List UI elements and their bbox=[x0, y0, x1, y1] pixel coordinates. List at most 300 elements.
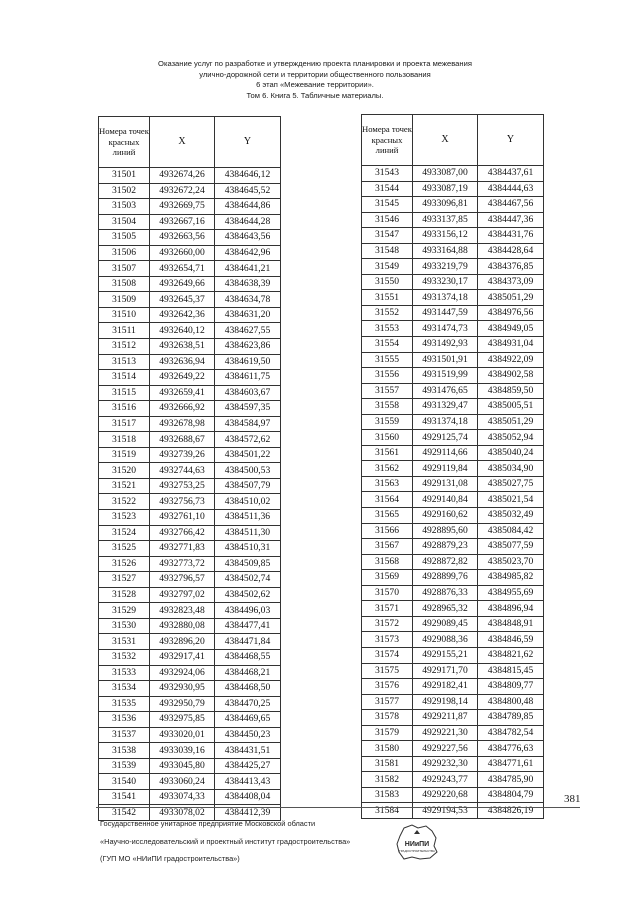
cell-x-coordinate: 4929220,68 bbox=[413, 787, 478, 803]
column-header-point: Номера точек красных линий bbox=[362, 115, 413, 166]
cell-point-number: 31502 bbox=[99, 183, 150, 199]
header-line-4: Том 6. Книга 5. Табличные материалы. bbox=[246, 90, 384, 100]
cell-x-coordinate: 4931374,18 bbox=[413, 290, 478, 306]
cell-y-coordinate: 4384496,03 bbox=[215, 603, 281, 619]
table-row bbox=[362, 508, 544, 524]
table-row bbox=[99, 230, 281, 246]
cell-point-number: 31538 bbox=[99, 743, 150, 759]
coordinates-table-left bbox=[98, 116, 281, 821]
cell-point-number: 31553 bbox=[362, 321, 413, 337]
cell-x-coordinate: 4933156,12 bbox=[413, 228, 478, 244]
cell-x-coordinate: 4928872,82 bbox=[413, 554, 478, 570]
cell-point-number: 31577 bbox=[362, 694, 413, 710]
cell-y-coordinate: 4385052,94 bbox=[478, 430, 544, 446]
cell-y-coordinate: 4384782,54 bbox=[478, 725, 544, 741]
cell-y-coordinate: 4385023,70 bbox=[478, 554, 544, 570]
cell-point-number: 31572 bbox=[362, 616, 413, 632]
table-row bbox=[99, 339, 281, 355]
cell-x-coordinate: 4932649,22 bbox=[150, 370, 215, 386]
cell-x-coordinate: 4931501,91 bbox=[413, 352, 478, 368]
table-row bbox=[362, 570, 544, 586]
cell-x-coordinate: 4929211,87 bbox=[413, 710, 478, 726]
cell-x-coordinate: 4929182,41 bbox=[413, 679, 478, 695]
cell-y-coordinate: 4384373,09 bbox=[478, 274, 544, 290]
cell-x-coordinate: 4931519,99 bbox=[413, 368, 478, 384]
table-row bbox=[362, 352, 544, 368]
cell-x-coordinate: 4932638,51 bbox=[150, 339, 215, 355]
cell-point-number: 31521 bbox=[99, 478, 150, 494]
cell-y-coordinate: 4384471,84 bbox=[215, 634, 281, 650]
cell-y-coordinate: 4384627,55 bbox=[215, 323, 281, 339]
cell-point-number: 31514 bbox=[99, 370, 150, 386]
cell-y-coordinate: 4385051,29 bbox=[478, 290, 544, 306]
cell-y-coordinate: 4384468,55 bbox=[215, 649, 281, 665]
cell-y-coordinate: 4384469,65 bbox=[215, 712, 281, 728]
cell-x-coordinate: 4933045,80 bbox=[150, 758, 215, 774]
footer-line-3: (ГУП МО «НИиПИ градостроительства») bbox=[100, 854, 240, 863]
cell-x-coordinate: 4932645,37 bbox=[150, 292, 215, 308]
table-row bbox=[362, 337, 544, 353]
table-row bbox=[99, 649, 281, 665]
header-line-1: Оказание услуг по разработке и утверждению проекта планировки и проекта межевания bbox=[158, 59, 472, 68]
cell-point-number: 31513 bbox=[99, 354, 150, 370]
table-row bbox=[99, 323, 281, 339]
table-row bbox=[99, 261, 281, 277]
cell-point-number: 31527 bbox=[99, 572, 150, 588]
table-row bbox=[362, 461, 544, 477]
cell-point-number: 31536 bbox=[99, 712, 150, 728]
cell-point-number: 31562 bbox=[362, 461, 413, 477]
cell-y-coordinate: 4384859,50 bbox=[478, 383, 544, 399]
cell-y-coordinate: 4384985,82 bbox=[478, 570, 544, 586]
table-row bbox=[362, 321, 544, 337]
table-row bbox=[362, 539, 544, 555]
cell-y-coordinate: 4384444,63 bbox=[478, 181, 544, 197]
cell-x-coordinate: 4932678,98 bbox=[150, 416, 215, 432]
table-row bbox=[99, 681, 281, 697]
cell-y-coordinate: 4384634,78 bbox=[215, 292, 281, 308]
cell-point-number: 31511 bbox=[99, 323, 150, 339]
document-footer bbox=[100, 815, 350, 868]
cell-y-coordinate: 4385034,90 bbox=[478, 461, 544, 477]
table-row bbox=[362, 166, 544, 182]
cell-point-number: 31543 bbox=[362, 166, 413, 182]
table-body-left bbox=[99, 168, 281, 821]
column-header-point: Номера точек красных линий bbox=[99, 117, 150, 168]
cell-y-coordinate: 4385040,24 bbox=[478, 445, 544, 461]
cell-point-number: 31541 bbox=[99, 789, 150, 805]
table-row bbox=[99, 510, 281, 526]
table-row bbox=[99, 276, 281, 292]
table-header-row bbox=[99, 117, 281, 168]
table-row bbox=[362, 787, 544, 803]
table-row bbox=[362, 523, 544, 539]
table-row bbox=[362, 383, 544, 399]
cell-y-coordinate: 4384644,28 bbox=[215, 214, 281, 230]
cell-x-coordinate: 4929171,70 bbox=[413, 663, 478, 679]
table-row bbox=[362, 274, 544, 290]
cell-y-coordinate: 4384646,12 bbox=[215, 168, 281, 184]
cell-x-coordinate: 4933060,24 bbox=[150, 774, 215, 790]
cell-y-coordinate: 4384447,36 bbox=[478, 212, 544, 228]
cell-y-coordinate: 4384809,77 bbox=[478, 679, 544, 695]
cell-x-coordinate: 4933020,01 bbox=[150, 727, 215, 743]
cell-x-coordinate: 4932667,16 bbox=[150, 214, 215, 230]
cell-point-number: 31505 bbox=[99, 230, 150, 246]
cell-point-number: 31569 bbox=[362, 570, 413, 586]
header-line-3: 6 этап «Межевание территории». bbox=[256, 80, 374, 90]
cell-x-coordinate: 4932880,08 bbox=[150, 618, 215, 634]
table-row bbox=[362, 554, 544, 570]
cell-x-coordinate: 4932649,66 bbox=[150, 276, 215, 292]
cell-x-coordinate: 4933219,79 bbox=[413, 259, 478, 275]
cell-y-coordinate: 4384502,74 bbox=[215, 572, 281, 588]
cell-point-number: 31580 bbox=[362, 741, 413, 757]
cell-point-number: 31551 bbox=[362, 290, 413, 306]
cell-y-coordinate: 4384848,91 bbox=[478, 616, 544, 632]
cell-y-coordinate: 4384507,79 bbox=[215, 478, 281, 494]
cell-point-number: 31583 bbox=[362, 787, 413, 803]
table-row bbox=[362, 616, 544, 632]
table-row bbox=[99, 307, 281, 323]
cell-y-coordinate: 4384976,56 bbox=[478, 305, 544, 321]
cell-point-number: 31548 bbox=[362, 243, 413, 259]
cell-y-coordinate: 4384511,36 bbox=[215, 510, 281, 526]
table-row bbox=[362, 445, 544, 461]
cell-point-number: 31531 bbox=[99, 634, 150, 650]
cell-point-number: 31533 bbox=[99, 665, 150, 681]
cell-x-coordinate: 4929140,84 bbox=[413, 492, 478, 508]
cell-point-number: 31575 bbox=[362, 663, 413, 679]
cell-point-number: 31532 bbox=[99, 649, 150, 665]
table-row bbox=[99, 541, 281, 557]
page-number: 381 bbox=[564, 793, 581, 805]
cell-x-coordinate: 4933078,02 bbox=[150, 805, 215, 821]
cell-point-number: 31508 bbox=[99, 276, 150, 292]
cell-x-coordinate: 4932640,12 bbox=[150, 323, 215, 339]
cell-point-number: 31561 bbox=[362, 445, 413, 461]
cell-y-coordinate: 4384955,69 bbox=[478, 585, 544, 601]
cell-point-number: 31550 bbox=[362, 274, 413, 290]
table-row bbox=[99, 696, 281, 712]
cell-y-coordinate: 4384450,23 bbox=[215, 727, 281, 743]
table-row bbox=[362, 368, 544, 384]
cell-y-coordinate: 4385051,29 bbox=[478, 414, 544, 430]
table-row bbox=[362, 741, 544, 757]
cell-point-number: 31525 bbox=[99, 541, 150, 557]
cell-point-number: 31518 bbox=[99, 432, 150, 448]
cell-x-coordinate: 4932896,20 bbox=[150, 634, 215, 650]
cell-x-coordinate: 4931447,59 bbox=[413, 305, 478, 321]
cell-point-number: 31510 bbox=[99, 307, 150, 323]
cell-y-coordinate: 4385084,42 bbox=[478, 523, 544, 539]
header-line-2: улично-дорожной сети и территории общественного пользования bbox=[199, 69, 431, 79]
cell-x-coordinate: 4932739,26 bbox=[150, 447, 215, 463]
cell-x-coordinate: 4929119,84 bbox=[413, 461, 478, 477]
table-row bbox=[99, 292, 281, 308]
logo-subtext: ГРАДОСТРОИТЕЛЬСТВА bbox=[399, 849, 435, 853]
cell-point-number: 31535 bbox=[99, 696, 150, 712]
cell-point-number: 31539 bbox=[99, 758, 150, 774]
cell-point-number: 31571 bbox=[362, 601, 413, 617]
cell-y-coordinate: 4384642,96 bbox=[215, 245, 281, 261]
cell-y-coordinate: 4384826,19 bbox=[478, 803, 544, 819]
table-row bbox=[99, 556, 281, 572]
table-row bbox=[99, 463, 281, 479]
table-row bbox=[362, 259, 544, 275]
cell-point-number: 31542 bbox=[99, 805, 150, 821]
cell-x-coordinate: 4932930,95 bbox=[150, 681, 215, 697]
cell-x-coordinate: 4932753,25 bbox=[150, 478, 215, 494]
cell-x-coordinate: 4932756,73 bbox=[150, 494, 215, 510]
table-row bbox=[99, 727, 281, 743]
cell-x-coordinate: 4929125,74 bbox=[413, 430, 478, 446]
cell-point-number: 31523 bbox=[99, 510, 150, 526]
cell-y-coordinate: 4384603,67 bbox=[215, 385, 281, 401]
cell-x-coordinate: 4931374,18 bbox=[413, 414, 478, 430]
cell-x-coordinate: 4932744,63 bbox=[150, 463, 215, 479]
cell-point-number: 31560 bbox=[362, 430, 413, 446]
table-row bbox=[362, 228, 544, 244]
table-row bbox=[99, 743, 281, 759]
cell-point-number: 31557 bbox=[362, 383, 413, 399]
table-row bbox=[362, 243, 544, 259]
table-row bbox=[99, 758, 281, 774]
cell-x-coordinate: 4933087,19 bbox=[413, 181, 478, 197]
column-header-x: X bbox=[413, 115, 478, 166]
cell-x-coordinate: 4929088,36 bbox=[413, 632, 478, 648]
cell-point-number: 31524 bbox=[99, 525, 150, 541]
cell-point-number: 31503 bbox=[99, 199, 150, 215]
cell-point-number: 31537 bbox=[99, 727, 150, 743]
cell-x-coordinate: 4932642,36 bbox=[150, 307, 215, 323]
cell-x-coordinate: 4932773,72 bbox=[150, 556, 215, 572]
table-row bbox=[99, 712, 281, 728]
cell-x-coordinate: 4932674,26 bbox=[150, 168, 215, 184]
column-header-y: Y bbox=[478, 115, 544, 166]
cell-x-coordinate: 4932659,41 bbox=[150, 385, 215, 401]
cell-y-coordinate: 4384643,56 bbox=[215, 230, 281, 246]
cell-y-coordinate: 4384584,97 bbox=[215, 416, 281, 432]
cell-x-coordinate: 4929131,08 bbox=[413, 476, 478, 492]
cell-y-coordinate: 4384815,45 bbox=[478, 663, 544, 679]
cell-point-number: 31567 bbox=[362, 539, 413, 555]
logo-text: НИиПИ bbox=[404, 841, 430, 848]
cell-y-coordinate: 4384645,52 bbox=[215, 183, 281, 199]
cell-x-coordinate: 4933074,33 bbox=[150, 789, 215, 805]
column-header-x: X bbox=[150, 117, 215, 168]
cell-point-number: 31545 bbox=[362, 197, 413, 213]
cell-x-coordinate: 4932672,24 bbox=[150, 183, 215, 199]
cell-y-coordinate: 4384619,50 bbox=[215, 354, 281, 370]
table-row bbox=[99, 432, 281, 448]
cell-point-number: 31540 bbox=[99, 774, 150, 790]
cell-y-coordinate: 4384623,86 bbox=[215, 339, 281, 355]
cell-x-coordinate: 4929198,14 bbox=[413, 694, 478, 710]
cell-y-coordinate: 4384896,94 bbox=[478, 601, 544, 617]
cell-x-coordinate: 4929194,53 bbox=[413, 803, 478, 819]
table-row bbox=[362, 694, 544, 710]
cell-y-coordinate: 4384408,04 bbox=[215, 789, 281, 805]
cell-point-number: 31579 bbox=[362, 725, 413, 741]
table-row bbox=[362, 772, 544, 788]
table-row bbox=[362, 725, 544, 741]
table-row bbox=[362, 663, 544, 679]
cell-x-coordinate: 4932654,71 bbox=[150, 261, 215, 277]
cell-point-number: 31584 bbox=[362, 803, 413, 819]
cell-y-coordinate: 4384467,56 bbox=[478, 197, 544, 213]
cell-x-coordinate: 4933230,17 bbox=[413, 274, 478, 290]
table-row bbox=[99, 245, 281, 261]
table-row bbox=[362, 601, 544, 617]
cell-x-coordinate: 4928895,60 bbox=[413, 523, 478, 539]
cell-point-number: 31547 bbox=[362, 228, 413, 244]
cell-x-coordinate: 4932771,83 bbox=[150, 541, 215, 557]
cell-y-coordinate: 4384572,62 bbox=[215, 432, 281, 448]
table-row bbox=[99, 416, 281, 432]
cell-point-number: 31512 bbox=[99, 339, 150, 355]
cell-x-coordinate: 4932636,94 bbox=[150, 354, 215, 370]
cell-x-coordinate: 4933164,88 bbox=[413, 243, 478, 259]
cell-point-number: 31504 bbox=[99, 214, 150, 230]
cell-y-coordinate: 4384412,39 bbox=[215, 805, 281, 821]
table-row bbox=[362, 647, 544, 663]
cell-point-number: 31559 bbox=[362, 414, 413, 430]
cell-x-coordinate: 4933039,16 bbox=[150, 743, 215, 759]
cell-y-coordinate: 4384949,05 bbox=[478, 321, 544, 337]
table-row bbox=[99, 354, 281, 370]
cell-x-coordinate: 4932766,42 bbox=[150, 525, 215, 541]
cell-y-coordinate: 4384431,51 bbox=[215, 743, 281, 759]
cell-y-coordinate: 4384931,04 bbox=[478, 337, 544, 353]
cell-point-number: 31522 bbox=[99, 494, 150, 510]
column-header-y: Y bbox=[215, 117, 281, 168]
cell-point-number: 31552 bbox=[362, 305, 413, 321]
table-row bbox=[362, 756, 544, 772]
cell-x-coordinate: 4932761,10 bbox=[150, 510, 215, 526]
cell-y-coordinate: 4384511,30 bbox=[215, 525, 281, 541]
cell-x-coordinate: 4929227,56 bbox=[413, 741, 478, 757]
cell-point-number: 31534 bbox=[99, 681, 150, 697]
cell-point-number: 31509 bbox=[99, 292, 150, 308]
cell-y-coordinate: 4384425,27 bbox=[215, 758, 281, 774]
cell-x-coordinate: 4928899,76 bbox=[413, 570, 478, 586]
table-header-row bbox=[362, 115, 544, 166]
cell-y-coordinate: 4384611,75 bbox=[215, 370, 281, 386]
cell-y-coordinate: 4384644,86 bbox=[215, 199, 281, 215]
cell-point-number: 31555 bbox=[362, 352, 413, 368]
table-row bbox=[99, 634, 281, 650]
cell-x-coordinate: 4929243,77 bbox=[413, 772, 478, 788]
cell-x-coordinate: 4929221,30 bbox=[413, 725, 478, 741]
cell-y-coordinate: 4384468,21 bbox=[215, 665, 281, 681]
table-row bbox=[99, 789, 281, 805]
cell-point-number: 31501 bbox=[99, 168, 150, 184]
cell-y-coordinate: 4384510,02 bbox=[215, 494, 281, 510]
cell-x-coordinate: 4931476,65 bbox=[413, 383, 478, 399]
cell-point-number: 31581 bbox=[362, 756, 413, 772]
cell-y-coordinate: 4384776,63 bbox=[478, 741, 544, 757]
cell-x-coordinate: 4928965,32 bbox=[413, 601, 478, 617]
table-row bbox=[99, 603, 281, 619]
cell-y-coordinate: 4384922,09 bbox=[478, 352, 544, 368]
cell-y-coordinate: 4384902,58 bbox=[478, 368, 544, 384]
cell-y-coordinate: 4384597,35 bbox=[215, 401, 281, 417]
cell-x-coordinate: 4932669,75 bbox=[150, 199, 215, 215]
table-body-right bbox=[362, 166, 544, 819]
table-row bbox=[99, 618, 281, 634]
table-row bbox=[99, 665, 281, 681]
cell-x-coordinate: 4932924,06 bbox=[150, 665, 215, 681]
cell-point-number: 31565 bbox=[362, 508, 413, 524]
table-row bbox=[362, 197, 544, 213]
cell-point-number: 31578 bbox=[362, 710, 413, 726]
table-row bbox=[99, 447, 281, 463]
table-row bbox=[362, 585, 544, 601]
cell-y-coordinate: 4384509,85 bbox=[215, 556, 281, 572]
cell-y-coordinate: 4384631,20 bbox=[215, 307, 281, 323]
cell-point-number: 31554 bbox=[362, 337, 413, 353]
table-row bbox=[99, 214, 281, 230]
cell-x-coordinate: 4932666,92 bbox=[150, 401, 215, 417]
cell-y-coordinate: 4385005,51 bbox=[478, 399, 544, 415]
table-row bbox=[99, 183, 281, 199]
cell-x-coordinate: 4932950,79 bbox=[150, 696, 215, 712]
cell-y-coordinate: 4384437,61 bbox=[478, 166, 544, 182]
cell-y-coordinate: 4384477,41 bbox=[215, 618, 281, 634]
table-row bbox=[99, 478, 281, 494]
table-row bbox=[99, 572, 281, 588]
cell-point-number: 31517 bbox=[99, 416, 150, 432]
cell-point-number: 31516 bbox=[99, 401, 150, 417]
cell-point-number: 31546 bbox=[362, 212, 413, 228]
table-row bbox=[99, 168, 281, 184]
cell-y-coordinate: 4385032,49 bbox=[478, 508, 544, 524]
table-row bbox=[362, 399, 544, 415]
table-row bbox=[99, 525, 281, 541]
table-row bbox=[99, 494, 281, 510]
document-header bbox=[120, 59, 510, 101]
cell-x-coordinate: 4931329,47 bbox=[413, 399, 478, 415]
cell-x-coordinate: 4932823,48 bbox=[150, 603, 215, 619]
cell-point-number: 31515 bbox=[99, 385, 150, 401]
cell-x-coordinate: 4932663,56 bbox=[150, 230, 215, 246]
cell-y-coordinate: 4384431,76 bbox=[478, 228, 544, 244]
cell-point-number: 31570 bbox=[362, 585, 413, 601]
cell-x-coordinate: 4929232,30 bbox=[413, 756, 478, 772]
footer-line-1: Государственное унитарное предприятие Московской области bbox=[100, 819, 316, 828]
cell-x-coordinate: 4932797,02 bbox=[150, 587, 215, 603]
cell-x-coordinate: 4933087,00 bbox=[413, 166, 478, 182]
cell-x-coordinate: 4932688,67 bbox=[150, 432, 215, 448]
cell-point-number: 31564 bbox=[362, 492, 413, 508]
cell-point-number: 31506 bbox=[99, 245, 150, 261]
cell-y-coordinate: 4384638,39 bbox=[215, 276, 281, 292]
cell-x-coordinate: 4929114,66 bbox=[413, 445, 478, 461]
table-row bbox=[362, 476, 544, 492]
cell-x-coordinate: 4929160,62 bbox=[413, 508, 478, 524]
cell-x-coordinate: 4929155,21 bbox=[413, 647, 478, 663]
cell-point-number: 31520 bbox=[99, 463, 150, 479]
cell-y-coordinate: 4384804,79 bbox=[478, 787, 544, 803]
footer-line-2: «Научно-исследовательский и проектный институт градостроительства» bbox=[100, 836, 351, 846]
cell-point-number: 31529 bbox=[99, 603, 150, 619]
table-row bbox=[362, 710, 544, 726]
table-row bbox=[99, 199, 281, 215]
cell-y-coordinate: 4384846,59 bbox=[478, 632, 544, 648]
cell-y-coordinate: 4384500,53 bbox=[215, 463, 281, 479]
cell-x-coordinate: 4933137,85 bbox=[413, 212, 478, 228]
